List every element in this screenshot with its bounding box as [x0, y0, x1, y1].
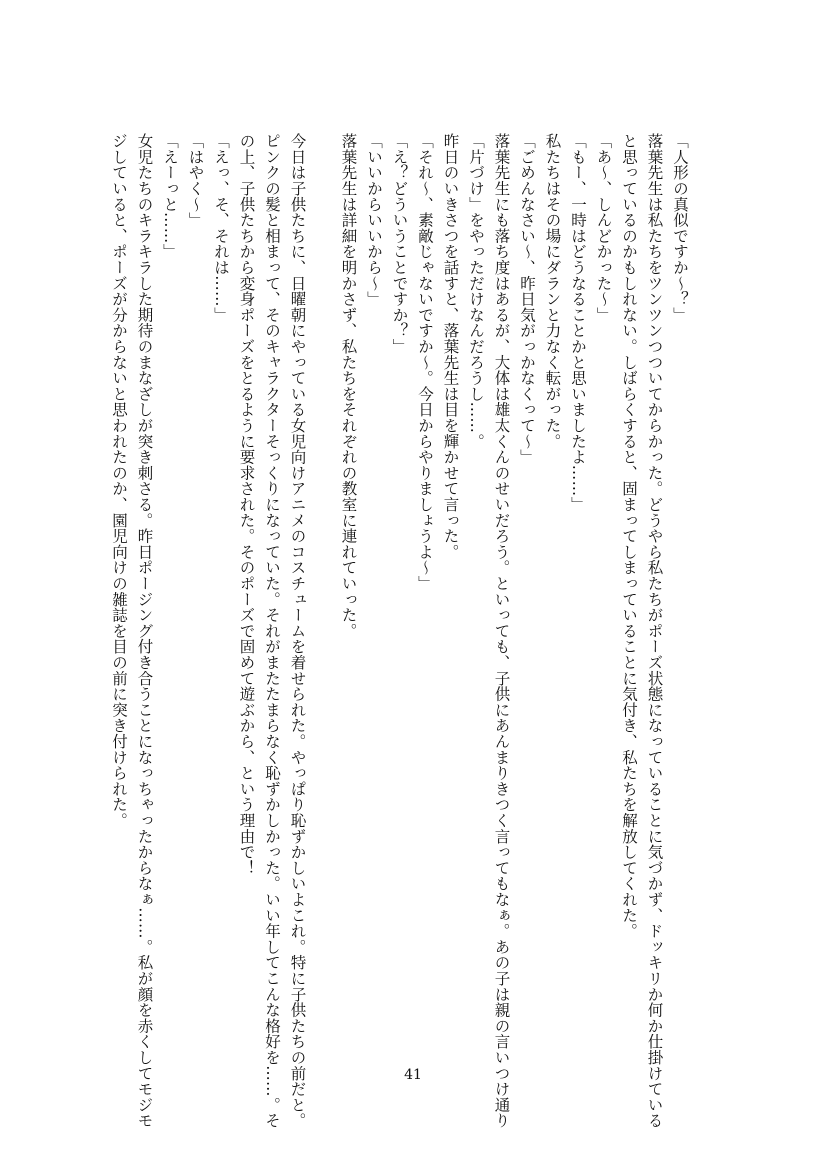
- text-line: 今日は子供たちに、日曜朝にやっている女児向けアニメのコスチュームを着せられた。やっぱり恥ずかしいよこれ。特に子供たちの前だと。: [288, 133, 307, 1129]
- text-line: 落葉先生にも落ち度はあるが、大体は雄太くんのせいだろう。といっても、子供にあんまりきつく言ってもなぁ。あの子は親の言いつけ通り: [492, 133, 511, 1129]
- text-line: 私たちはその場にダランと力なく転がった。: [543, 133, 562, 449]
- text-line: 「もー、一時はどうなることかと思いましたよ……」: [569, 133, 587, 513]
- page-number: 41: [404, 1067, 422, 1083]
- text-line: 「え？どういうことですか？」: [390, 133, 409, 355]
- section-break: [310, 133, 336, 1045]
- text-line: 「ごめんなさい～、昨日気がっかなくって～」: [518, 133, 536, 465]
- text-line: ジしていると、ポーズが分からないと思われたのか、園児向けの雑誌を目の前に突き付けられた。: [110, 133, 128, 829]
- text-line: 「いいからいいから～」: [365, 133, 383, 307]
- text-line: ピンクの髪と相まって、そのキャラクターそっくりになっていた。それがまたたまらなく恥ずかしかった。いい年してこんな格好を……。そ: [263, 133, 281, 1129]
- text-line: の上、子供たちから変身ポーズをとるように要求された。そのポーズで固めて遊ぶから、という理由で！: [237, 133, 256, 876]
- text-line: 「えーっと……」: [161, 133, 179, 260]
- text-line: 「あ～、しんどかった～」: [594, 133, 613, 323]
- text-line: 落葉先生は詳細を明かさず、私たちをそれぞれの教室に連れていった。: [339, 133, 358, 639]
- text-line: 「それ～、素敵じゃないですか～。今日からやりましょうよ～」: [416, 133, 434, 592]
- text-line: 昨日のいきさつを話すと、落葉先生は目を輝かせて言った。: [441, 133, 460, 560]
- text-line: 「人形の真似ですか～？」: [671, 133, 689, 323]
- text-line: 落葉先生は私たちをツンツンつついてからかった。どうやら私たちがポーズ状態になっていることに気づかず、ドッキリか何か仕掛けている: [645, 133, 664, 1129]
- text-line: と思っているのかもしれない。しばらくすると、固まってしまっていることに気付き、私たちを解放してくれた。: [620, 133, 638, 939]
- text-line: 「はやく～」: [186, 133, 205, 228]
- text-line: 「えっ、そ、それは……」: [212, 133, 230, 323]
- text-line: 「片づけ」をやっただけなんだろうし……。: [467, 133, 485, 449]
- text-line: 女児たちのキラキラした期待のまなざしが突き刺さる。昨日ポージング付き合うことになっちゃったからなぁ……。私が顔を赤くしてモジモ: [135, 133, 154, 1129]
